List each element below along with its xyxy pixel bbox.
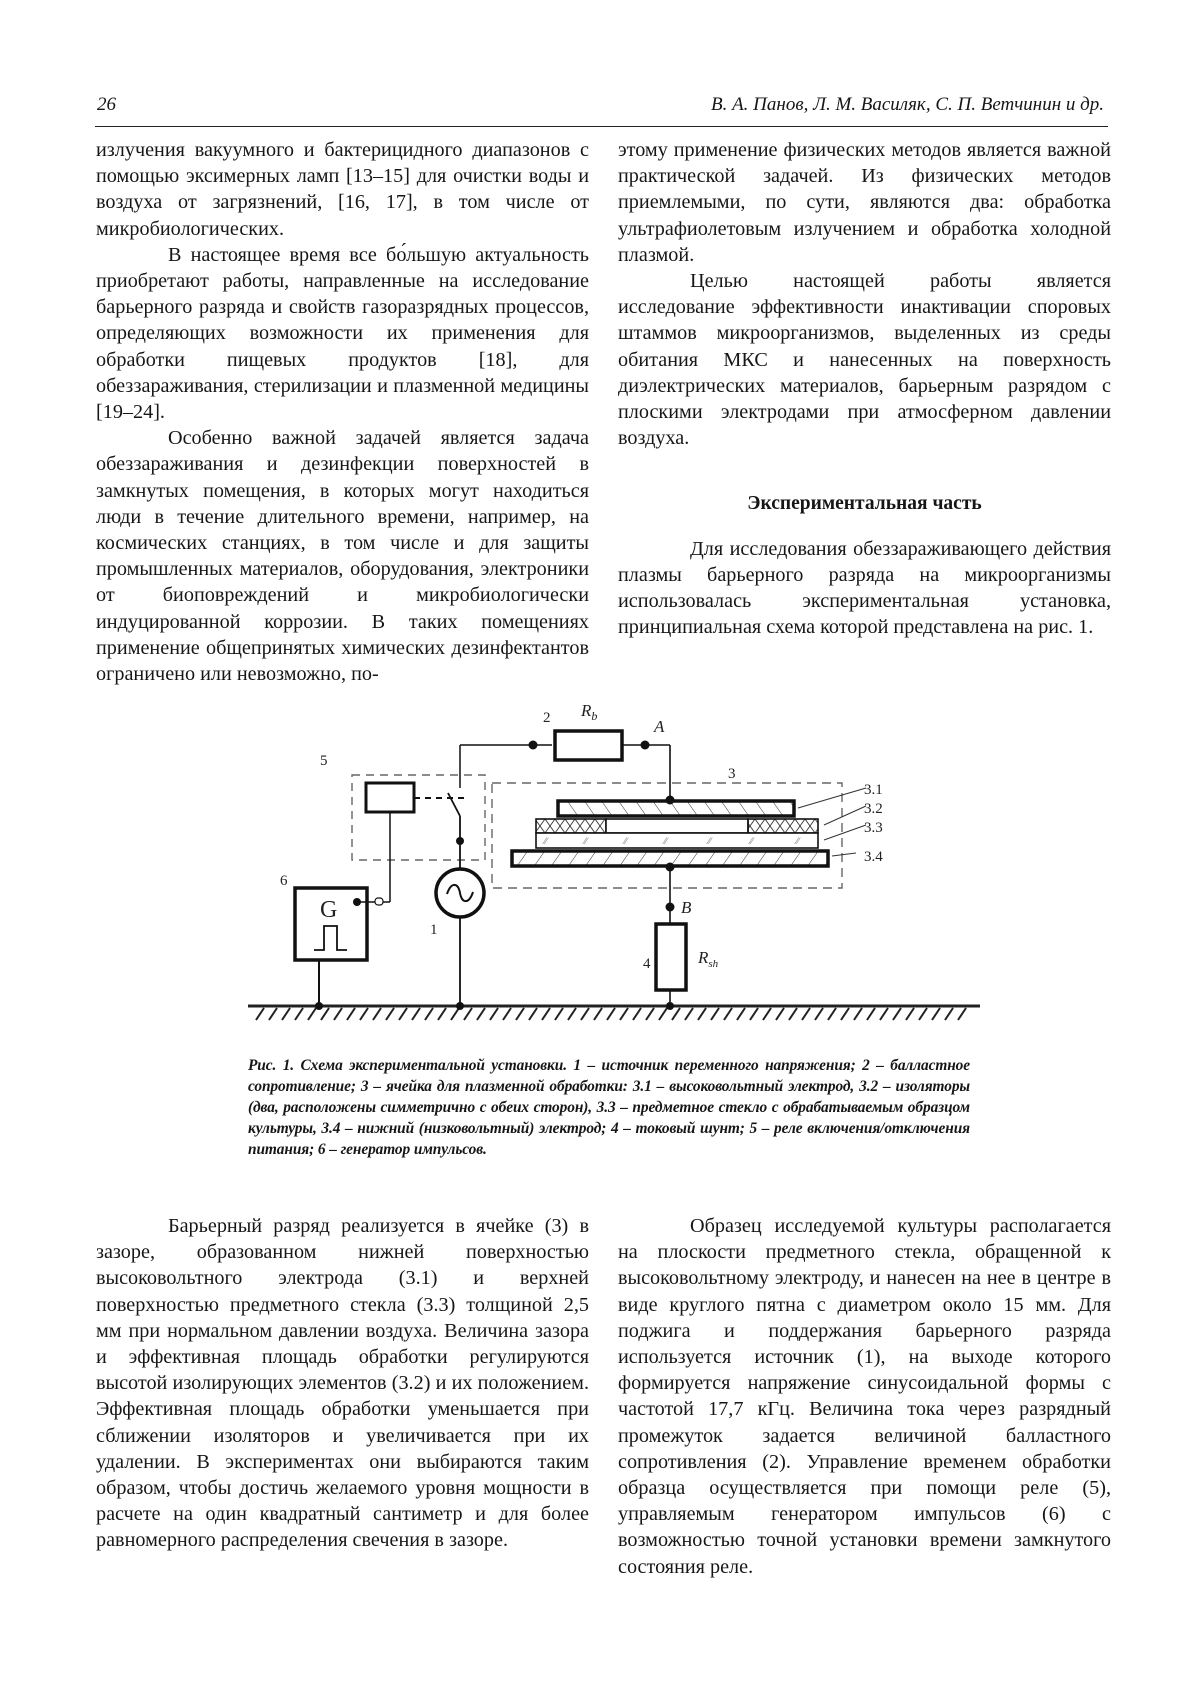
label-4: 4 — [643, 956, 651, 972]
svg-text:⁄⁄: ⁄⁄ — [708, 836, 712, 846]
running-authors: В. А. Панов, Л. М. Василяк, С. П. Ветчинин и др. — [710, 94, 1104, 115]
generator-letter: G — [320, 897, 338, 923]
paragraph: Для исследования обеззараживающего действия плазмы барьерного разряда на микроорганизмы использовалась экспериментальная установка, принципиальная схема которой представлена на рис. 1. — [618, 537, 1111, 639]
svg-text:⁄⁄: ⁄⁄ — [664, 836, 668, 846]
label-3-4: 3.4 — [864, 849, 883, 865]
paragraph: Целью настоящей работы является исследование эффективности инактивации споровых штаммов микроорганизмов, выделенных из среды обитания МКС и нанесенных на поверхность диэлектрических материалов, барьерным разрядом с плоскими электродами при атмосферном давлении воздуха. — [618, 270, 1111, 450]
left-column-bottom — [96, 1213, 589, 1554]
ground-symbol — [248, 1006, 980, 1020]
label-2: 2 — [543, 710, 551, 726]
paragraph: Особенно важной задачей является задача обеззараживания и дезинфекции поверхностей в замкнутых помещения, в которых могут находиться люди в течение длительного времени, например, на космических станциях, в том числе и для защиты промышленных материалов, оборудования, электроники от биоповреждений и микробиологически индуцированной коррозии. В таких помещениях применение общепринятых химических дезинфектантов ограничено или невозможно, по- — [96, 427, 589, 686]
label-5: 5 — [320, 753, 328, 769]
plasma-cell — [492, 783, 866, 923]
label-a: A — [654, 717, 665, 736]
svg-text:⁄⁄: ⁄⁄ — [750, 836, 754, 846]
label-b: B — [681, 898, 692, 917]
paragraph: Барьерный разряд реализуется в ячейке (3) в зазоре, образованном нижней поверхностью высоковольтного электрода (3.1) и верхней поверхностью предметного стекла (3.3) толщиной 2,5 мм при нормальном давлении воздуха. Величина зазора и эффективная площадь обработки регулируются высотой изолирующих элементов (3.2) и их положением. Эффективная площадь обработки уменьшается при сближении изоляторов и увеличивается при их удалении. В экспериментах они выбираются таким образом, чтобы достичь желаемого уровня мощности в расчете на один квадратный сантиметр и для более равномерного распределения свечения в зазоре. — [96, 1215, 589, 1552]
label-rsh: $R_{sh}$ — [698, 948, 719, 970]
running-header — [95, 92, 1108, 127]
figure-caption: Рис. 1. Схема экспериментальной установки. 1 – источник переменного напряжения; 2 – балластное сопротивление; 3 – ячейка для плазменной обработки: 3.1 – высоковольтный электрод, 3.2 – изоляторы (два, расположены симметрично с обеих сторон), 3.3 – предметное стекло с обрабатываемым образцом культуры, 3.4 – нижний (низковольтный) электрод; 4 – токовый шунт; 5 – реле включения/отключения питания; 6 – генератор импульсов. — [248, 1057, 970, 1158]
svg-text:⁄⁄: ⁄⁄ — [796, 836, 800, 846]
svg-text:⁄⁄: ⁄⁄ — [584, 836, 588, 846]
current-shunt — [656, 903, 686, 1011]
paragraph: этому применение физических методов является важной практической задачей. Из физических методов приемлемыми, по сути, являются два: обработка ультрафиолетовым излучением и обработка холодной плазмой. — [618, 139, 1111, 266]
right-column-bottom — [618, 1213, 1111, 1580]
svg-text:⁄⁄: ⁄⁄ — [544, 836, 548, 846]
svg-text:⁄⁄: ⁄⁄ — [624, 836, 628, 846]
paragraph: В настоящее время все бо́льшую актуальность приобретают работы, направленные на исследование барьерного разряда и свойств газоразрядных процессов, определяющих возможности их применения для обработки пищевых продуктов [18], для обеззараживания, стерилизации и плазменной медицины [19–24]. — [96, 243, 589, 424]
label-3: 3 — [728, 766, 736, 782]
right-column-top — [618, 137, 1111, 640]
label-6: 6 — [280, 873, 288, 889]
label-3-2: 3.2 — [864, 801, 883, 817]
left-column-top — [96, 137, 589, 687]
page-number: 26 — [97, 94, 116, 115]
section-title: Экспериментальная часть — [747, 493, 982, 515]
paragraph: Образец исследуемой культуры располагается на плоскости предметного стекла, обращенной к высоковольтному электроду, и нанесен на нее в центре в виде круглого пятна с диаметром около 15 мм. Для поджига и поддержания барьерного разряда используется источник (1), на выходе которого формируется напряжение синусоидальной формы с частотой 17,7 кГц. Величина тока через разрядный промежуток задается величиной балластного сопротивления (2). Управление временем обработки образца осуществляется при помощи реле (5), управляемым генератором импульсов (6) с возможностью точной установки времени замкнутого состояния реле. — [618, 1215, 1111, 1578]
circuit-diagram-figure — [240, 700, 980, 1040]
label-3-1: 3.1 — [864, 782, 883, 798]
paragraph: излучения вакуумного и бактерицидного диапазонов с помощью эксимерных ламп [13–15] для очистки воды и воздуха от загрязнений, [16, 17], в том числе от микробиологических. — [96, 139, 589, 240]
ac-source — [436, 841, 484, 1010]
label-rb: $R_b$ — [581, 701, 598, 723]
label-1: 1 — [430, 922, 438, 938]
pulse-generator — [295, 888, 390, 1010]
label-3-3: 3.3 — [864, 820, 883, 836]
